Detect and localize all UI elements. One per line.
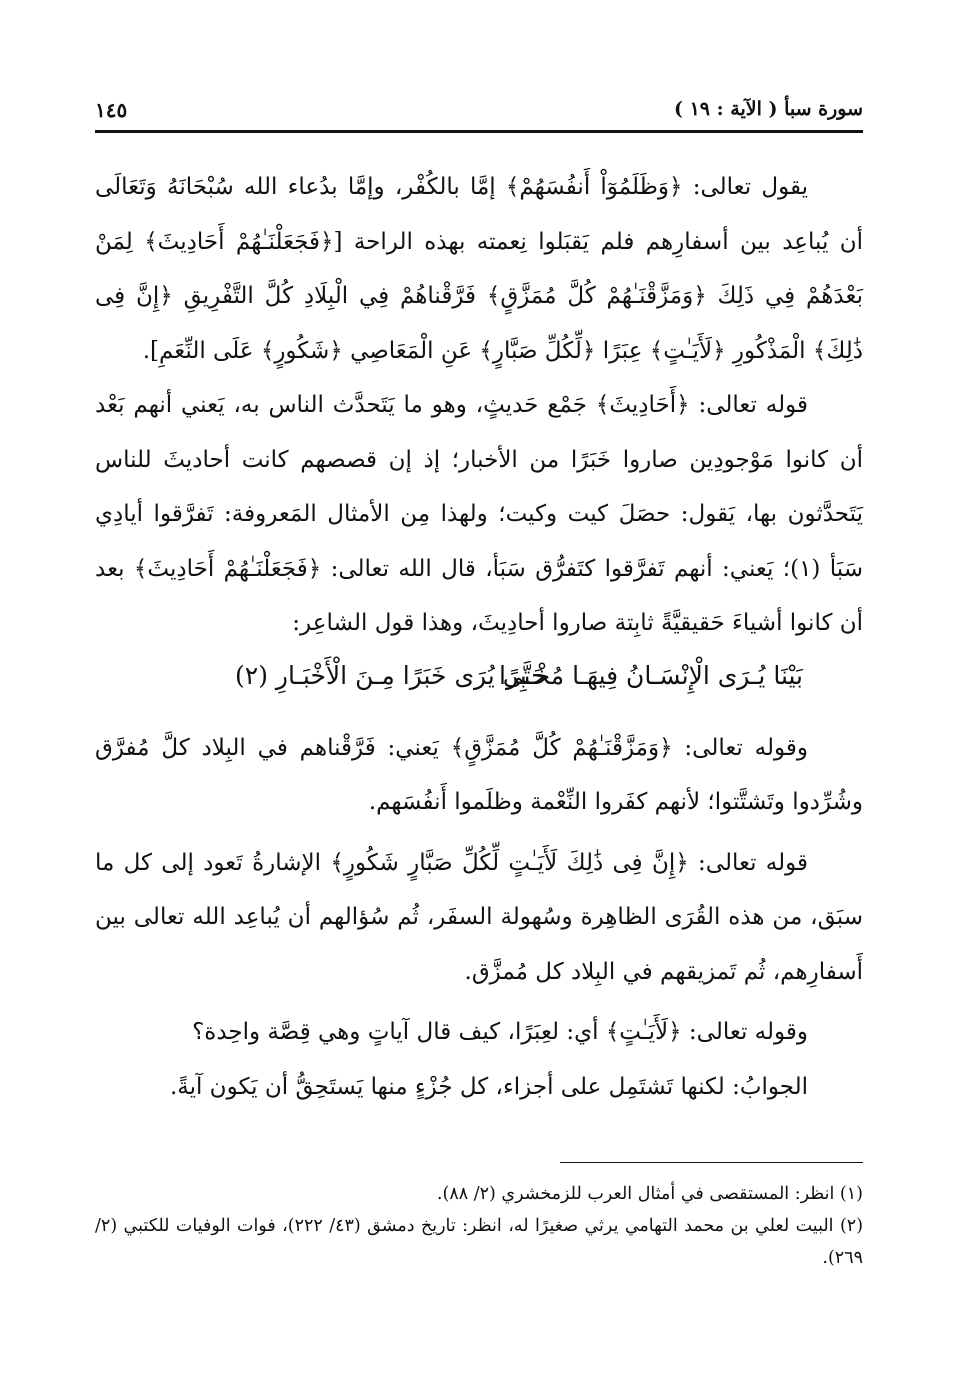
paragraph: وقوله تعالى: ﴿وَمَزَّقْنَـٰهُمْ كُلَّ مُمَزَّقٍ﴾ يَعني: فَرَّقْناهم في البِلاد كلَّ مُفرَّق وشُرِّدوا وتَشتَّتوا؛ لأنهم كفَروا النِّعْمة وظلَموا أَنفُسَهم.: [95, 734, 863, 815]
paragraph: وقوله تعالى: ﴿لَأَيَـٰتٍ﴾ أي: لعِبَرًا، كيف قال آياتٍ وهي قِصَّة واحِدة؟: [192, 1019, 808, 1045]
paragraph: قوله تعالى: ﴿أَحَادِيثَ﴾ جَمْع حَديثٍ، وهو ما يَتَحدَّث الناس به، يَعني أنهم بَعْد أن كانوا مَوْجودِين صاروا خَبَرًا من الأخبار؛ إذ إن قصصهم كانت أحاديثَ للناس يَتَحدَّثون بها، يَقول: حصَلَ كيت وكيت؛ ولهذا مِن الأمثال المَعروفة: تَفرَّقوا أيادِي سَبَأ (١)؛ يَعني: أنهم تَفرَّقوا كتَفرُّق سَبَأ، قال الله تعالى: ﴿فَجَعَلْنَـٰهُمْ أَحَادِيثَ﴾ بعد أن كانوا أشياءَ حَقيقيَّةً ثابِتة صاروا أحادِيثَ، وهذا قول الشاعِر:: [95, 392, 863, 636]
page-header: [95, 98, 863, 128]
paragraph: قوله تعالى: ﴿إِنَّ فِى ذَٰلِكَ لَأَيَـٰتٍ لِّكُلِّ صَبَّارٍ شَكُورٍ﴾ الإشارةُ تَعود إلى كل ما سبَق، من هذه القُرَى الظاهِرة وسُهولة السفَر، ثُم سُؤالهم أن يُباعِد الله تعالى بين أَسفارِهم، ثُم تَمزيقهم في البِلاد كل مُمزَّق.: [95, 849, 863, 985]
poetry-verse: [95, 651, 863, 721]
main-text: [95, 160, 863, 1114]
page-number: ١٤٥: [95, 98, 128, 122]
paragraph: الجوابُ: لكنها تَشتَمِل على أجزاء، كل جُزْءٍ منها يَستَحِقُّ أن يَكون آيةً.: [169, 1073, 808, 1100]
header-divider: [95, 130, 863, 133]
footnote-divider: [560, 1162, 863, 1163]
paragraph: يقول تعالى: ﴿وَظَلَمُوٓاْ أَنفُسَهُمْ﴾ إمَّا بالكُفْر، وإمَّا بدُعاء الله سُبْحَانَهُ وَتَعَالَى أن يُباعِد بين أسفارِهم فلم يَقبَلوا نِعمته بهذه الراحة [﴿فَجَعَلْنَـٰهُمْ أَحَادِيثَ﴾ لِمَنْ بَعْدَهُمْ فِي ذَلِكَ ﴿وَمَزَّقْنَـٰهُمْ كُلَّ مُمَزَّقٍ﴾ فَرَّقْناهُمْ فِي الْبِلَادِ كُلَّ التَّفْرِيقِ ﴿إِنَّ فِى ذَٰلِكَ﴾ الْمَذْكُورِ ﴿لَأَيَـٰتٍ﴾ عِبَرًا ﴿لِّكُلِّ صَبَّارٍ﴾ عَنِ الْمَعَاصِي ﴿شَكُورٍ﴾ عَلَى النِّعَمِ].: [95, 174, 863, 364]
footnotes: [95, 1178, 863, 1274]
footnote: (٢) البيت لعلي بن محمد التهامي يرثي صغيرًا له، انظر: تاريخ دمشق (٤٣/ ٢٢٢)، فوات الوفيات للكتبي (٢/ ٢٦٩).: [95, 1216, 864, 1268]
surah-title: سورة سبأ ( الآية : ١٩ ): [673, 98, 863, 120]
verse-hemistich-first: بَيْنَا يُـرَى الْإِنْسَـانُ فِيهَـا مُخْـبِرًا: [499, 660, 803, 690]
verse-hemistich-second: حَتَّى يُرَى خَبَرًا مِـنَ الْأَخْبَـارِ (٢): [235, 660, 547, 690]
footnote: (١) انظر: المستقصى في أمثال العرب للزمخشري (٢/ ٨٨).: [436, 1184, 863, 1204]
